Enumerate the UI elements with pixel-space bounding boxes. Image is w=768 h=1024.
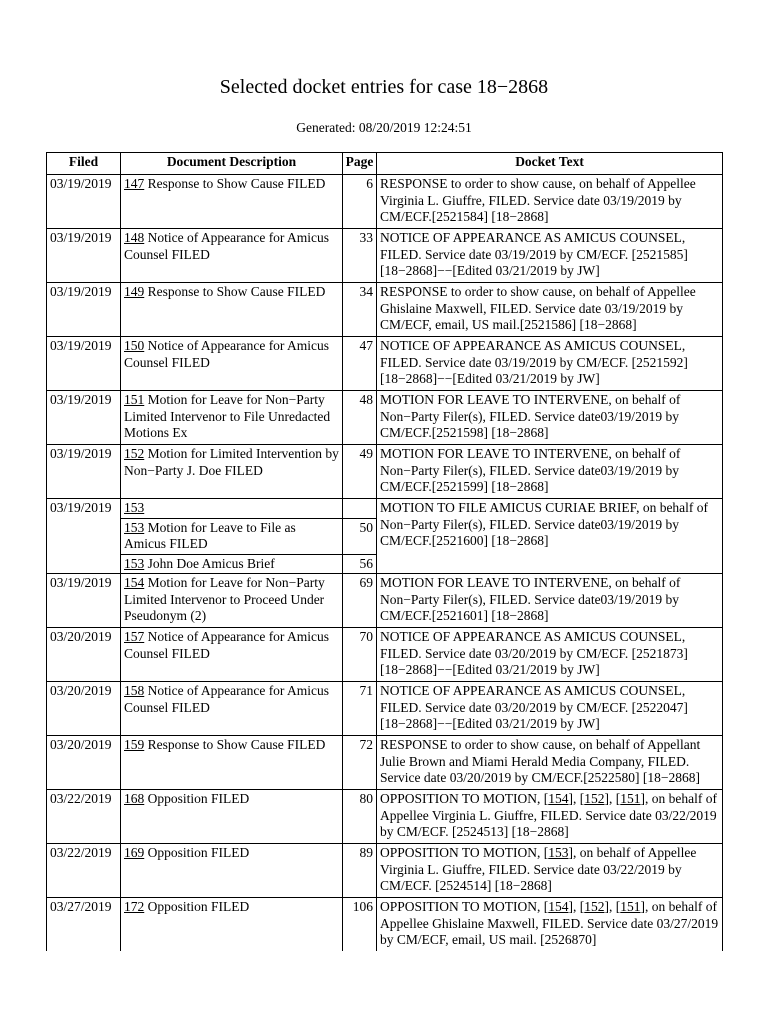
page-number: 106 (343, 898, 377, 952)
document-link[interactable]: 168 (124, 791, 145, 806)
description-text: Response to Show Cause FILED (144, 284, 326, 299)
document-link[interactable]: 172 (124, 899, 145, 914)
document-description (121, 574, 343, 628)
description-text: John Doe Amicus Brief (144, 555, 275, 571)
filed-date: 03/19/2019 (47, 391, 121, 445)
filed-date: 03/22/2019 (47, 790, 121, 844)
document-description (121, 898, 343, 952)
description-text: Notice of Appearance for Amicus Counsel FILED (124, 338, 330, 370)
document-link[interactable]: 159 (124, 737, 145, 752)
docket-text: NOTICE OF APPEARANCE AS AMICUS COUNSEL, FILED. Service date 03/19/2019 by CM/ECF. [2521592] [18−2868]−−[Edited 03/21/2019 by JW] (377, 337, 723, 391)
description-text: Motion for Leave for Non−Party Limited Intervenor to File Unredacted Motions Ex (124, 392, 331, 440)
document-description (121, 337, 343, 391)
filed-date: 03/19/2019 (47, 229, 121, 283)
table-row-group-153 (47, 499, 723, 519)
document-link[interactable]: 149 (124, 284, 145, 299)
docket-text: MOTION FOR LEAVE TO INTERVENE, on behalf of Non−Party Filer(s), FILED. Service date03/19/2019 by CM/ECF.[2521598] [18−2868] (377, 391, 723, 445)
docket-link[interactable]: 151 (620, 899, 641, 914)
filed-date: 03/19/2019 (47, 445, 121, 499)
docket-text: NOTICE OF APPEARANCE AS AMICUS COUNSEL, FILED. Service date 03/20/2019 by CM/ECF. [2522047] [18−2868]−−[Edited 03/21/2019 by JW] (377, 682, 723, 736)
filed-date: 03/20/2019 (47, 682, 121, 736)
document-description (121, 682, 343, 736)
table-row (47, 229, 723, 283)
page-number: 70 (343, 628, 377, 682)
filed-date: 03/20/2019 (47, 736, 121, 790)
docket-text-part: ], [ (568, 899, 585, 914)
page-number: 49 (343, 445, 377, 499)
page-number: 48 (343, 391, 377, 445)
table-row (47, 898, 723, 952)
document-description (121, 844, 343, 898)
table-header-row (47, 153, 723, 175)
docket-text-part: ], [ (604, 791, 621, 806)
table-row (47, 628, 723, 682)
table-row (47, 574, 723, 628)
document-link[interactable]: 152 (124, 446, 145, 461)
docket-text: RESPONSE to order to show cause, on behalf of Appellee Ghislaine Maxwell, FILED. Service date 03/19/2019 by CM/ECF, email, US mail.[2521586] [18−2868] (377, 283, 723, 337)
document-description (121, 445, 343, 499)
description-text: Motion for Limited Intervention by Non−Party J. Doe FILED (124, 446, 339, 478)
table-row (47, 283, 723, 337)
filed-date: 03/19/2019 (47, 337, 121, 391)
header-description: Document Description (121, 153, 343, 175)
document-link[interactable]: 154 (124, 575, 145, 590)
page-number (343, 499, 377, 519)
table-row (47, 736, 723, 790)
page-number: 33 (343, 229, 377, 283)
docket-text-part: OPPOSITION TO MOTION, [ (380, 845, 549, 860)
docket-text-part: ], on behalf of Appellee Virginia L. Giuffre, FILED. Service date 03/22/2019 by CM/ECF. [2524513] [18−2868] (380, 791, 717, 839)
filed-date: 03/27/2019 (47, 898, 121, 952)
docket-text-part: ], on behalf of Appellee Ghislaine Maxwell, FILED. Service date 03/27/2019 by CM/ECF, email, US mail. [2526870] (380, 899, 719, 947)
docket-link[interactable]: 153 (548, 845, 569, 860)
page-title: Selected docket entries for case 18−2868 (219, 76, 549, 98)
docket-table (46, 152, 723, 951)
docket-text: MOTION FOR LEAVE TO INTERVENE, on behalf of Non−Party Filer(s), FILED. Service date03/19/2019 by CM/ECF.[2521599] [18−2868] (377, 445, 723, 499)
page-number: 80 (343, 790, 377, 844)
docket-link[interactable]: 151 (620, 791, 641, 806)
docket-text (377, 898, 723, 952)
document-description (121, 554, 343, 574)
description-text: Opposition FILED (144, 899, 250, 914)
header-page: Page (343, 153, 377, 175)
docket-text: RESPONSE to order to show cause, on behalf of Appellee Virginia L. Giuffre, FILED. Service date 03/19/2019 by CM/ECF.[2521584] [18−2868] (377, 175, 723, 229)
document-description (121, 175, 343, 229)
docket-text-part: ], [ (568, 791, 585, 806)
docket-text-part: ], [ (604, 899, 621, 914)
document-description (121, 628, 343, 682)
docket-text: NOTICE OF APPEARANCE AS AMICUS COUNSEL, FILED. Service date 03/20/2019 by CM/ECF. [2521873] [18−2868]−−[Edited 03/21/2019 by JW] (377, 628, 723, 682)
document-description (121, 499, 343, 519)
docket-table-body (47, 175, 723, 952)
document-link[interactable]: 147 (124, 176, 145, 191)
docket-text: RESPONSE to order to show cause, on behalf of Appellant Julie Brown and Miami Herald Media Company, FILED. Service date 03/20/2019 by CM/ECF.[2522580] [18−2868] (377, 736, 723, 790)
table-row (47, 391, 723, 445)
document-link[interactable]: 157 (124, 629, 145, 644)
docket-text (377, 844, 723, 898)
document-description (121, 283, 343, 337)
document-link[interactable]: 151 (124, 392, 145, 407)
document-description (121, 391, 343, 445)
page-number: 72 (343, 736, 377, 790)
description-text: Motion for Leave to File as Amicus FILED (124, 519, 296, 551)
filed-date: 03/22/2019 (47, 844, 121, 898)
document-description (121, 518, 343, 554)
document-link[interactable]: 150 (124, 338, 145, 353)
page-number: 71 (343, 682, 377, 736)
page-number: 69 (343, 574, 377, 628)
docket-text-part: OPPOSITION TO MOTION, [ (380, 899, 549, 914)
description-text: Notice of Appearance for Amicus Counsel FILED (124, 230, 330, 262)
document-link[interactable]: 153 (124, 500, 145, 515)
docket-link[interactable]: 154 (548, 791, 569, 806)
document-description (121, 229, 343, 283)
description-text: Motion for Leave for Non−Party Limited Intervenor to Proceed Under Pseudonym (2) (124, 575, 325, 623)
description-text: Response to Show Cause FILED (144, 176, 326, 191)
page-number: 47 (343, 337, 377, 391)
generated-timestamp: Generated: 08/20/2019 12:24:51 (296, 120, 472, 135)
docket-text: MOTION TO FILE AMICUS CURIAE BRIEF, on behalf of Non−Party Filer(s), FILED. Service date03/19/2019 by CM/ECF.[2521600] [18−2868] (377, 499, 723, 574)
description-text: Opposition FILED (144, 845, 250, 860)
table-row (47, 844, 723, 898)
description-text: Response to Show Cause FILED (144, 737, 326, 752)
page-number: 50 (343, 518, 377, 554)
document-link[interactable]: 153 (124, 555, 145, 571)
page-number: 34 (343, 283, 377, 337)
filed-date: 03/19/2019 (47, 499, 121, 574)
filed-date: 03/19/2019 (47, 283, 121, 337)
docket-link[interactable]: 154 (548, 899, 569, 914)
page-number: 89 (343, 844, 377, 898)
docket-text-part: OPPOSITION TO MOTION, [ (380, 791, 549, 806)
docket-text: MOTION FOR LEAVE TO INTERVENE, on behalf of Non−Party Filer(s), FILED. Service date03/19/2019 by CM/ECF.[2521601] [18−2868] (377, 574, 723, 628)
description-text: Notice of Appearance for Amicus Counsel FILED (124, 683, 330, 715)
docket-link[interactable]: 152 (584, 791, 605, 806)
page-number: 6 (343, 175, 377, 229)
document-description (121, 736, 343, 790)
docket-link[interactable]: 152 (584, 899, 605, 914)
docket-text (377, 790, 723, 844)
table-row (47, 337, 723, 391)
filed-date: 03/19/2019 (47, 175, 121, 229)
document-link[interactable]: 169 (124, 845, 145, 860)
document-description (121, 790, 343, 844)
filed-date: 03/20/2019 (47, 628, 121, 682)
table-row (47, 175, 723, 229)
document-link[interactable]: 148 (124, 230, 145, 245)
header-docket-text: Docket Text (377, 153, 723, 175)
filed-date: 03/19/2019 (47, 574, 121, 628)
document-link[interactable]: 153 (124, 519, 145, 535)
table-row (47, 445, 723, 499)
description-text: Notice of Appearance for Amicus Counsel FILED (124, 629, 330, 661)
header-filed: Filed (47, 153, 121, 175)
description-text: Opposition FILED (144, 791, 250, 806)
docket-text: NOTICE OF APPEARANCE AS AMICUS COUNSEL, FILED. Service date 03/19/2019 by CM/ECF. [2521585] [18−2868]−−[Edited 03/21/2019 by JW] (377, 229, 723, 283)
docket-text-part: ], on behalf of Appellee Virginia L. Giuffre, FILED. Service date 03/22/2019 by CM/ECF. [2524514] [18−2868] (380, 845, 697, 893)
page-number: 56 (343, 554, 377, 574)
document-link[interactable]: 158 (124, 683, 145, 698)
table-row (47, 790, 723, 844)
table-row (47, 682, 723, 736)
